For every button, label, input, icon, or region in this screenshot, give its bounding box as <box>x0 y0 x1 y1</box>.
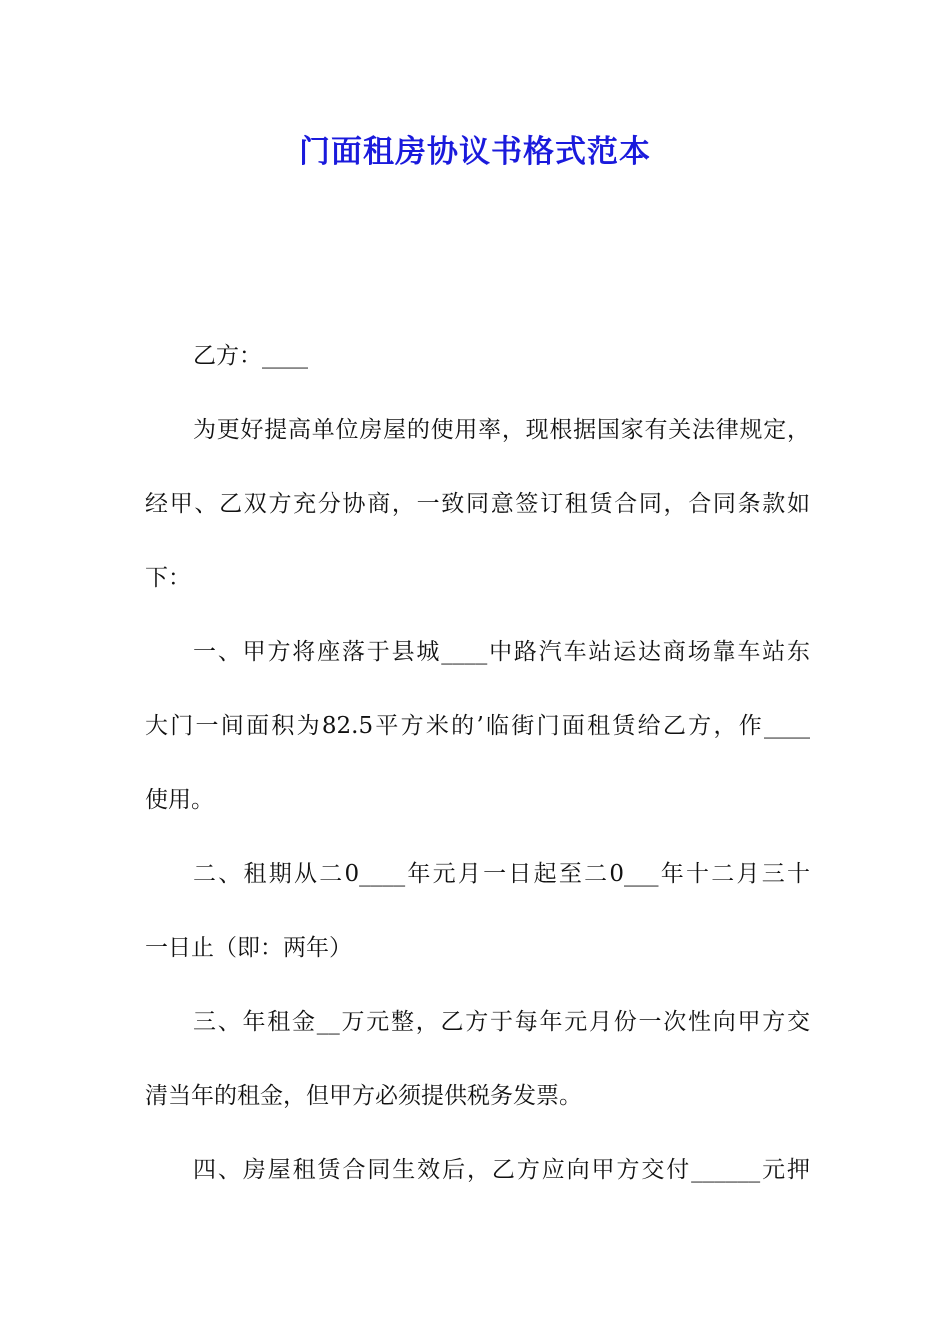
preamble-line-3: 下： <box>145 565 191 591</box>
document-body <box>145 338 810 1226</box>
preamble-line-2: 经甲、乙双方充分协商，一致同意签订租赁合同，合同条款如 <box>145 491 810 517</box>
clause-1-line-3: 使用。 <box>145 787 214 813</box>
document-title: 门面租房协议书格式范本 <box>299 134 651 170</box>
clause-1-line-2: 大门一间面积为82.5平方米的’临街门面租赁给乙方，作____ <box>145 713 810 739</box>
clause-2-line-1: 二、租期从二0____年元月一日起至二0___年十二月三十 <box>193 861 810 887</box>
party-b-line: 乙方：____ <box>193 343 308 369</box>
clause-1-line-1: 一、甲方将座落于县城____中路汽车站运达商场靠车站东 <box>193 639 810 665</box>
preamble-line-1: 为更好提高单位房屋的使用率，现根据国家有关法律规定， <box>193 417 810 443</box>
clause-3-line-1: 三、年租金__万元整，乙方于每年元月份一次性向甲方交 <box>193 1009 810 1035</box>
clause-3-line-2: 清当年的租金，但甲方必须提供税务发票。 <box>145 1083 582 1109</box>
clause-2-line-2: 一日止（即：两年） <box>145 935 352 961</box>
clause-4-line-1: 四、房屋租赁合同生效后，乙方应向甲方交付______元押 <box>193 1157 810 1183</box>
